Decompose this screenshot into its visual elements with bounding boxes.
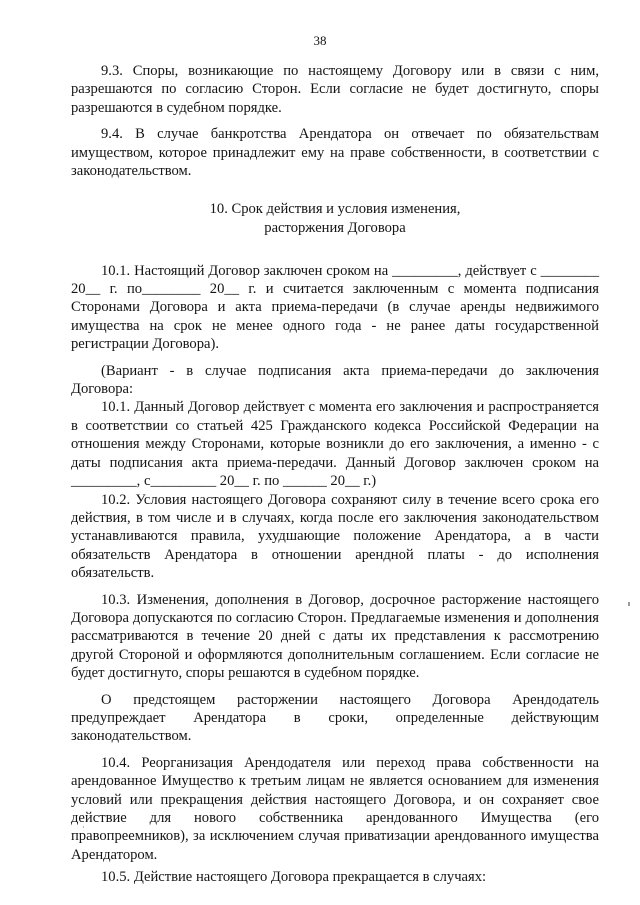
- scan-speck: [83, 826, 84, 828]
- section-heading: [71, 200, 599, 237]
- scan-mark: [628, 602, 630, 606]
- paragraph-10-5: 10.5. Действие настоящего Договора прекращается в случаях:: [101, 869, 487, 886]
- page-number: 38: [313, 33, 327, 48]
- paragraph-9-3: 9.3. Споры, возникающие по настоящему Договору или в связи с ним, разрешаются по согласию Сторон. Если согласие не будет достигнуто, споры разрешаются в судебном порядке.: [71, 63, 599, 116]
- paragraph-10-3: 10.3. Изменения, дополнения в Договор, досрочное расторжение настоящего Договора допускаются по согласию Сторон. Предлагаемые изменения и дополнения рассматриваются в течение 20 дней с даты их представления к рассмотрению другой Стороной и оформляются дополнительным соглашением. Если согласие не будет достигнуто, споры решаются в судебном порядке.: [71, 591, 599, 682]
- paragraph-10-4: 10.4. Реорганизация Арендодателя или переход права собственности на арендованное Имущество к третьим лицам не является основанием для изменения условий или прекращения действия настоящего Договора, и он сохраняет свое действие для нового собственника арендованного Имущества (его правопреемников), за исключением случая приватизации арендованного имущества Арендатором.: [71, 754, 599, 863]
- paragraph-10-1-variant: 10.1. Данный Договор действует с момента его заключения и распространяется в соответствии со статьей 425 Гражданского кодекса Российской Федерации на отношения между Сторонами, которые возникли до его заключения, а именно - с даты подписания акта приема-передачи. Данный Договор заключен сроком на _________, с_________ 20__ г. по ______ 20__ г.): [71, 399, 599, 490]
- paragraph-10-1: 10.1. Настоящий Договор заключен сроком на _________, действует с ________ 20__ г. по________ 20__ г. и считается заключенным с момента подписания Сторонами Договора и акта приема-передачи (в случае аренды недвижимого имущества на срок не менее одного года - не ранее даты государственной регистрации Договора).: [71, 262, 599, 353]
- paragraph-10-2: 10.2. Условия настоящего Договора сохраняют силу в течение всего срока его действия, в том числе и в случаях, когда после его заключения законодательством устанавливаются правила, ухудшающие положение Арендатора, а в части обязательств Арендатора в отношении арендной платы - до исполнения обязательств.: [71, 491, 599, 582]
- paragraph-variant-intro: (Вариант - в случае подписания акта приема-передачи до заключения Договора:: [71, 362, 599, 398]
- paragraph-termination-notice: О предстоящем расторжении настоящего Договора Арендодатель предупреждает Арендатора в сроки, определенные действующим законодательством.: [71, 691, 599, 745]
- section-title-line-1: 10. Срок действия и условия изменения,: [209, 201, 461, 218]
- section-title-line-2: расторжения Договора: [264, 220, 406, 237]
- paragraph-9-4: 9.4. В случае банкротства Арендатора он отвечает по обязательствам имуществом, которое принадлежит ему на праве собственности, в соответствии с законодательством.: [71, 126, 599, 180]
- document-body: [71, 62, 599, 887]
